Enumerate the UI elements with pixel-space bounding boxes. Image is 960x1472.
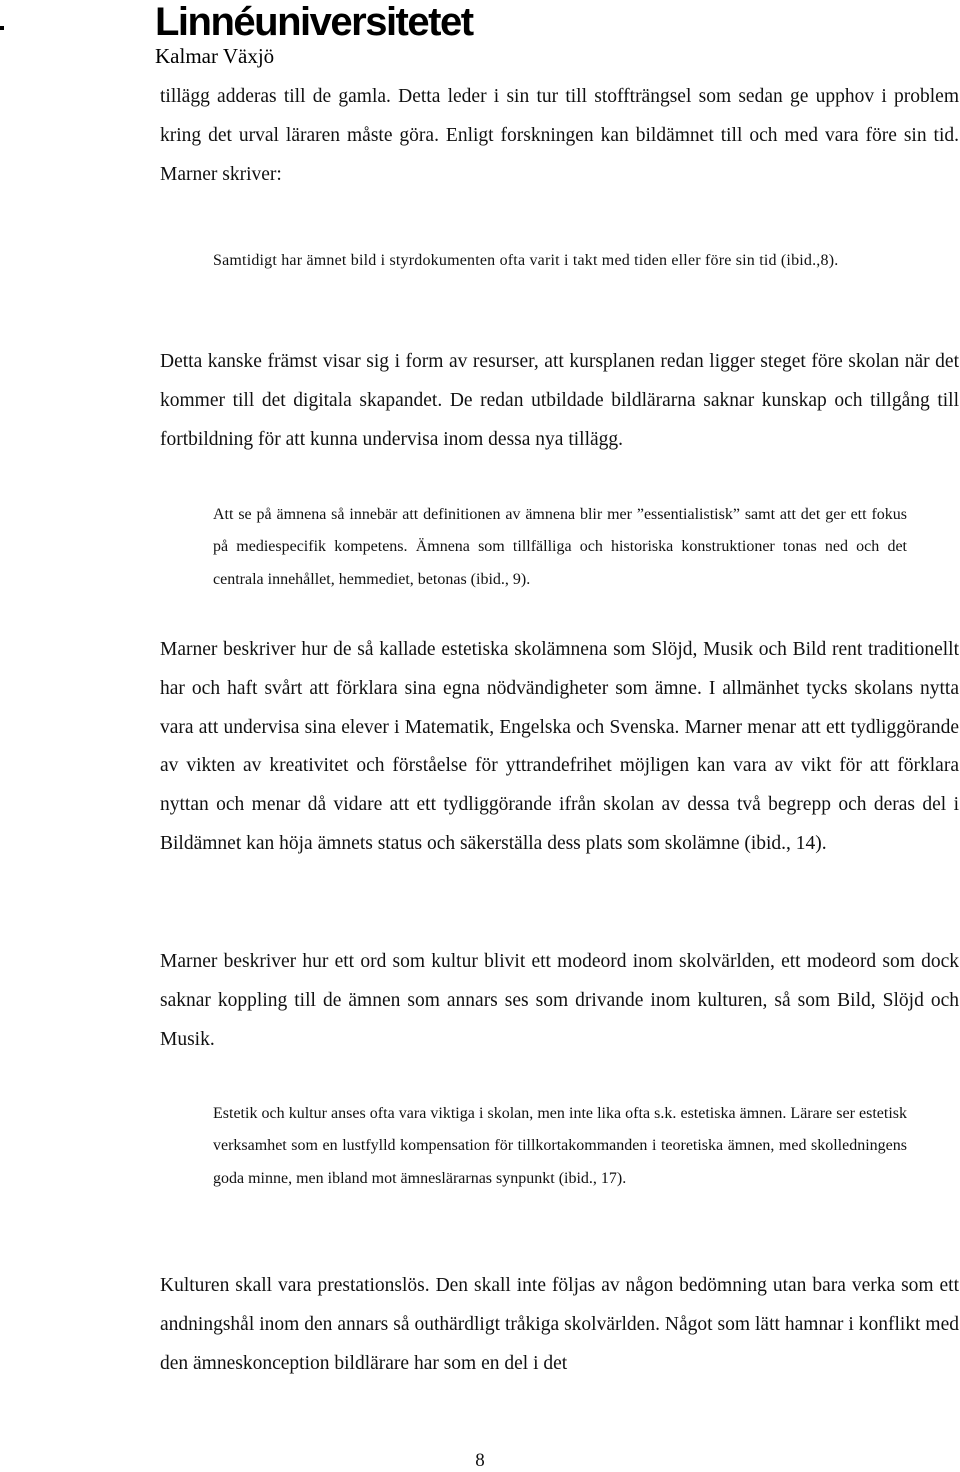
block-quote-3: Estetik och kultur anses ofta vara viktiga i skolan, men inte lika ofta s.k. estetiska ämnen. Lärare ser estetisk verksamhet som en lustfylld kompensation för tillkortakommanden i teoretiska ämnen, med skolledningens goda minne, men ibland mot ämneslärarnas synpunkt (ibid., 17). <box>213 1105 907 1187</box>
paragraph-5: Kulturen skall vara prestationslös. Den skall inte följas av någon bedömning utan bara verka som ett andningshål inom den annars så outhärdligt tråkiga skolvärlden. Något som lätt hamnar i konflikt med den ämneskonception bildlärare har som en del i det <box>160 1275 959 1374</box>
logo-university-name: Linnéuniversitetet <box>155 0 473 44</box>
block-quote-2: Att se på ämnena så innebär att definitionen av ämnena blir mer ”essentialistisk” samt att det ger ett fokus på mediespecifik kompetens. Ämnena som tillfälliga och historiska konstruktioner tonas ned och det centrala innehållet, hemmediet, betonas (ibid., 9). <box>213 506 907 588</box>
block-quote-1: Samtidigt har ämnet bild i styrdokumenten ofta varit i takt med tiden eller före sin tid (ibid.,8). <box>213 252 839 269</box>
logo-campuses: Kalmar Växjö <box>155 44 275 68</box>
page-number: 8 <box>475 1450 485 1471</box>
paragraph-2: Detta kanske främst visar sig i form av resurser, att kursplanen redan ligger steget före skolan när det kommer till det digitala skapandet. De redan utbildade bildlärarna saknar kunskap och tillgång till fortbildning för att kunna undervisa inom dessa nya tillägg. <box>160 351 959 450</box>
university-logo <box>155 0 473 68</box>
paragraph-3: Marner beskriver hur de så kallade estetiska skolämnena som Slöjd, Musik och Bild rent traditionellt har och haft svårt att förklara sina egna nödvändigheter som ämne. I allmänhet tycks skolans nytta vara att undervisa sina elever i Matematik, Engelska och Svenska. Marner menar att ett tydliggörande av vikten av kreativitet och förståelse för yttrandefrihet möjligen kan vara av vikt för att förklara nyttan och menar då vidare att ett tydliggörande ifrån skolan av dessa två begrepp och deras del i Bildämnet kan höja ämnets status och säkerställa dess plats som skolämne (ibid., 14). <box>160 639 959 854</box>
paragraph-1: tillägg adderas till de gamla. Detta leder i sin tur till stoffträngsel som sedan ge upphov i problem kring det urval läraren måste göra. Enligt forskningen kan bildämnet till och med vara före sin tid. Marner skriver: <box>160 86 959 185</box>
margin-mark <box>0 26 4 30</box>
paragraph-4: Marner beskriver hur ett ord som kultur blivit ett modeord inom skolvärlden, ett modeord som dock saknar koppling till de ämnen som annars ses som drivande inom kulturen, så som Bild, Slöjd och Musik. <box>160 951 959 1050</box>
